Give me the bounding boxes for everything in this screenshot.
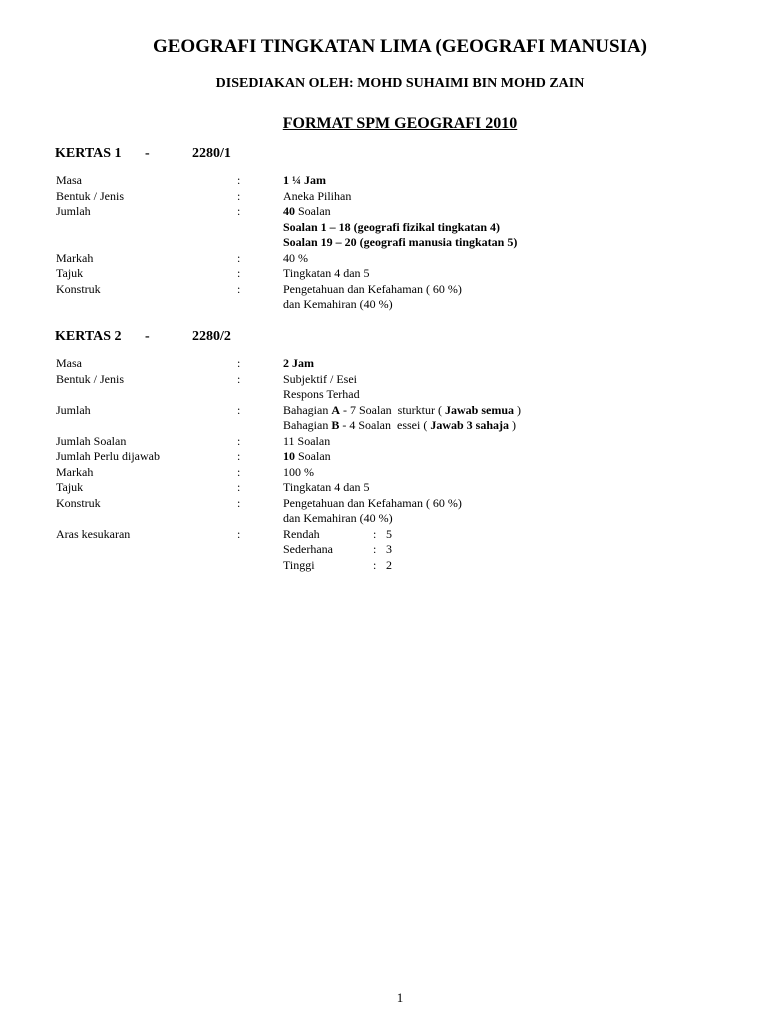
row-value: Soalan 19 – 20 (geografi manusia tingkatan 5) xyxy=(283,235,518,249)
kertas2-row-konstruk xyxy=(0,496,768,512)
level-value: 3 xyxy=(386,542,392,556)
kertas2-row-konstruk-cont xyxy=(0,511,768,527)
text-part: ) xyxy=(514,402,521,417)
row-value: Tingkatan 4 dan 5 xyxy=(283,480,370,494)
row-value: Aneka Pilihan xyxy=(283,188,352,203)
row-value: Tingkatan 4 dan 5 xyxy=(283,266,370,280)
kertas2-row-aras-tinggi xyxy=(0,558,768,574)
row-colon: : xyxy=(237,464,241,479)
kertas1-name: KERTAS 1 xyxy=(55,146,122,161)
row-colon: : xyxy=(237,449,241,463)
kertas2-code: 2280/2 xyxy=(192,329,231,344)
bold-part: A xyxy=(331,402,340,417)
level-value: 2 xyxy=(386,557,392,572)
row-colon: : xyxy=(237,281,241,296)
row-colon: : xyxy=(237,371,241,386)
kertas2-heading xyxy=(55,329,231,345)
row-label: Markah xyxy=(56,250,94,265)
row-value-bold: 40 xyxy=(283,204,295,218)
level-name: Tinggi xyxy=(283,557,315,572)
row-label: Konstruk xyxy=(56,495,101,510)
text-part: - 4 Soalan essei ( xyxy=(339,418,431,432)
kertas2-row-jumlah-soalan xyxy=(0,434,768,450)
row-colon: : xyxy=(237,402,241,417)
row-value xyxy=(283,418,516,434)
kertas2-details xyxy=(0,356,768,573)
text-part: ) xyxy=(509,418,517,432)
kertas1-row-jumlah xyxy=(0,204,768,220)
kertas1-code: 2280/1 xyxy=(192,146,231,161)
kertas2-row-perlu-dijawab xyxy=(0,449,768,465)
document-title: GEOGRAFI TINGKATAN LIMA (GEOGRAFI MANUSIA) xyxy=(152,36,648,57)
row-label: Markah xyxy=(56,464,94,479)
row-colon: : xyxy=(237,204,241,218)
level-colon: : xyxy=(373,526,377,541)
row-colon: : xyxy=(237,356,241,370)
text-part: - 7 Soalan sturktur ( xyxy=(340,402,445,417)
row-label: Jumlah Perlu dijawab xyxy=(56,449,160,463)
level-name: Sederhana xyxy=(283,542,333,556)
row-label: Tajuk xyxy=(56,266,84,280)
row-value-text: Soalan xyxy=(295,204,331,218)
row-label: Aras kesukaran xyxy=(56,526,131,541)
row-label: Bentuk / Jenis xyxy=(56,371,124,386)
row-value: Respons Terhad xyxy=(283,387,360,401)
row-value: 2 Jam xyxy=(283,356,314,370)
row-label: Masa xyxy=(56,173,82,187)
row-value: 1 ¼ Jam xyxy=(283,173,326,187)
row-value: 11 Soalan xyxy=(283,433,331,448)
kertas1-row-konstruk-cont xyxy=(0,297,768,313)
bold-part: Jawab semua xyxy=(444,402,514,417)
kertas1-row-markah xyxy=(0,251,768,267)
row-colon: : xyxy=(237,526,241,541)
row-label: Jumlah Soalan xyxy=(56,433,127,448)
row-value xyxy=(283,403,521,419)
format-title: FORMAT SPM GEOGRAFI 2010 xyxy=(282,115,518,132)
row-colon: : xyxy=(237,173,241,187)
kertas2-row-bentuk-cont xyxy=(0,387,768,403)
kertas1-row-bentuk xyxy=(0,189,768,205)
row-value xyxy=(283,204,331,220)
bold-part: B xyxy=(331,418,340,432)
row-value: Soalan 1 – 18 (geografi fizikal tingkatan 4) xyxy=(283,219,501,234)
kertas2-dash: - xyxy=(145,329,150,344)
row-colon: : xyxy=(237,266,241,280)
level-colon: : xyxy=(373,542,377,556)
kertas1-row-soalan-fizikal xyxy=(0,220,768,236)
row-value: dan Kemahiran (40 %) xyxy=(283,297,393,311)
row-value-text: Soalan xyxy=(295,449,331,463)
kertas2-row-tajuk xyxy=(0,480,768,496)
row-value: 100 % xyxy=(283,464,314,479)
row-value: Subjektif / Esei xyxy=(283,371,357,386)
kertas1-row-masa xyxy=(0,173,768,189)
row-label: Jumlah xyxy=(56,204,91,218)
row-value-bold: 10 xyxy=(283,449,295,463)
level-name: Rendah xyxy=(283,526,320,541)
row-label: Bentuk / Jenis xyxy=(56,188,124,203)
kertas1-row-soalan-manusia xyxy=(0,235,768,251)
row-label: Konstruk xyxy=(56,281,101,296)
level-colon: : xyxy=(373,557,377,572)
kertas2-row-masa xyxy=(0,356,768,372)
row-value: 40 % xyxy=(283,250,308,265)
row-label: Tajuk xyxy=(56,480,84,494)
kertas1-row-konstruk xyxy=(0,282,768,298)
row-colon: : xyxy=(237,433,241,448)
row-value: dan Kemahiran (40 %) xyxy=(283,511,393,525)
row-value: Pengetahuan dan Kefahaman ( 60 %) xyxy=(283,281,462,296)
kertas2-row-jumlah-b xyxy=(0,418,768,434)
page-number: 1 xyxy=(396,990,404,1005)
kertas2-row-jumlah xyxy=(0,403,768,419)
text-part: Bahagian xyxy=(283,402,332,417)
kertas2-row-aras-sederhana xyxy=(0,542,768,558)
row-label: Jumlah xyxy=(56,402,91,417)
prepared-by: DISEDIAKAN OLEH: MOHD SUHAIMI BIN MOHD ZAIN xyxy=(215,76,585,91)
bold-part: Jawab 3 sahaja xyxy=(430,418,510,432)
kertas2-row-markah xyxy=(0,465,768,481)
kertas1-heading xyxy=(55,146,231,162)
kertas1-row-tajuk xyxy=(0,266,768,282)
kertas2-name: KERTAS 2 xyxy=(55,329,122,344)
row-value xyxy=(283,449,331,465)
text-part: Bahagian xyxy=(283,418,332,432)
kertas2-row-aras-rendah xyxy=(0,527,768,543)
row-colon: : xyxy=(237,480,241,494)
kertas1-details xyxy=(0,173,768,313)
row-value: Pengetahuan dan Kefahaman ( 60 %) xyxy=(283,495,462,510)
row-label: Masa xyxy=(56,356,82,370)
kertas1-dash: - xyxy=(145,146,150,161)
kertas2-row-bentuk xyxy=(0,372,768,388)
row-colon: : xyxy=(237,188,241,203)
row-colon: : xyxy=(237,250,241,265)
row-colon: : xyxy=(237,495,241,510)
level-value: 5 xyxy=(386,526,392,541)
